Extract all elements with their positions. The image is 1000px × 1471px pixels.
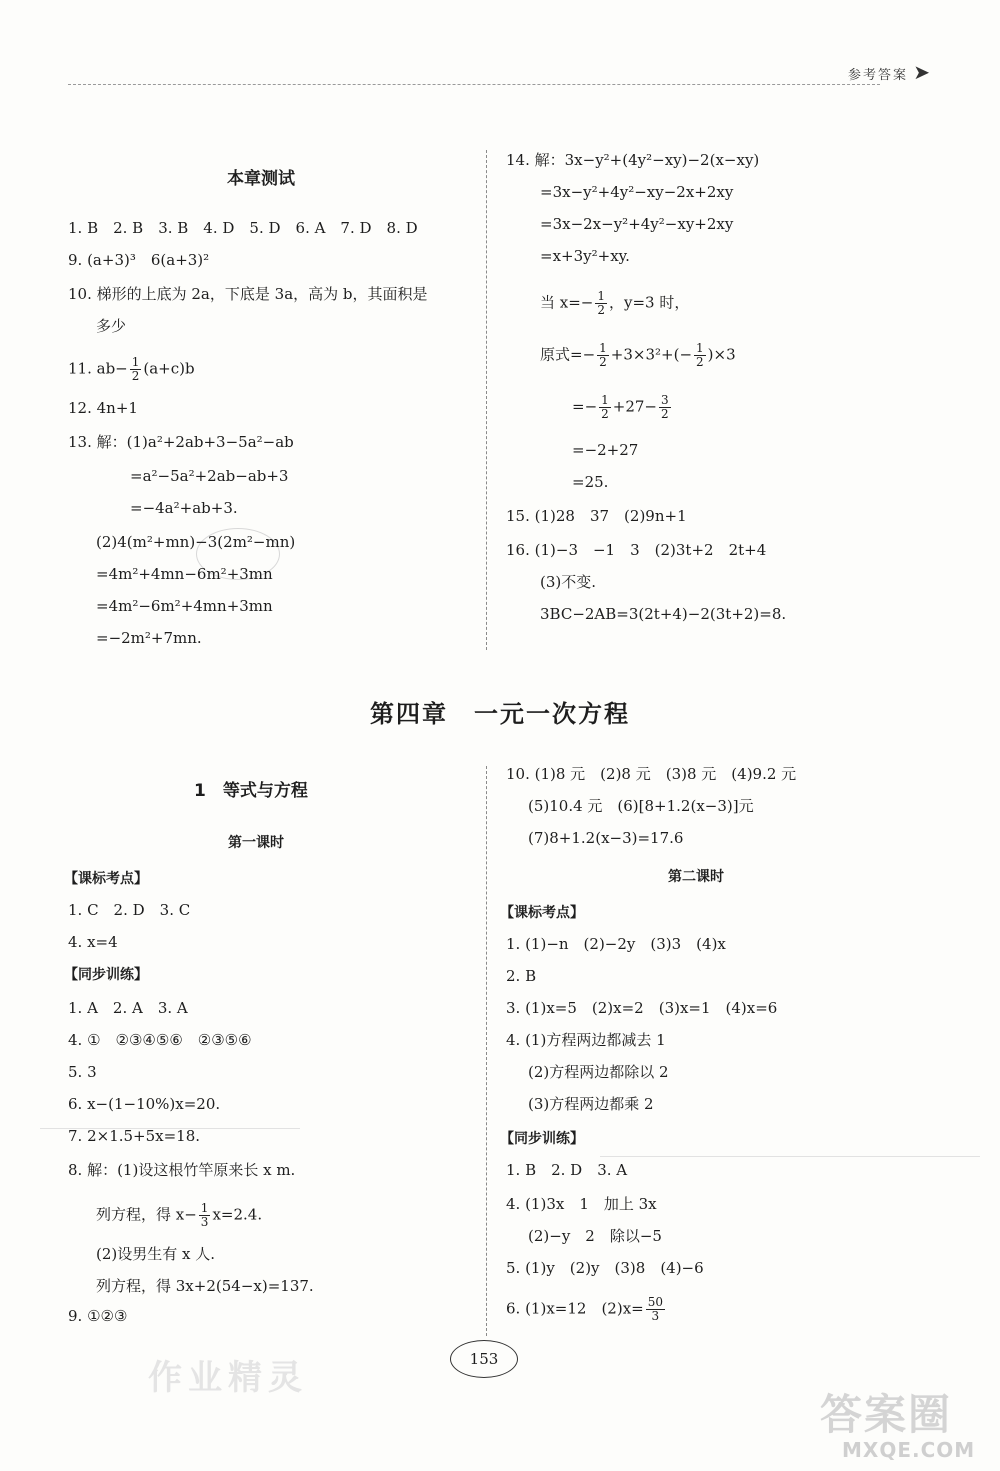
answer-line: 1. B 2. B 3. B 4. D 5. D 6. A 7. D 8. D [68,219,418,237]
section-tag-kebiao: 【课标考点】 [500,905,584,921]
fraction-numerator: 1 [599,341,607,355]
answer-line: 4. ① ②③④⑤⑥ ②③⑤⑥ [68,1031,252,1049]
answer-line: 9. ①②③ [68,1307,128,1325]
answer-line: (5)10.4 元 (6)[8+1.2(x−3)]元 [528,797,754,815]
answer-line: 3. (1)x=5 (2)x=2 (3)x=1 (4)x=6 [506,999,778,1017]
answer-line: 12. 4n+1 [68,399,138,417]
answer-line: 5. 3 [68,1063,97,1081]
answer-line: 10. 梯形的上底为 2a，下底是 3a，高为 b，其面积是 [68,285,428,303]
fraction-numerator: 1 [601,393,609,407]
answer-line: 4. (1)3x 1 加上 3x [506,1195,657,1213]
section-tag-tongbu: 【同步训练】 [64,967,148,983]
fraction [599,394,611,421]
answer-line [540,290,689,317]
answer-line: 4. (1)方程两边都减去 1 [506,1031,666,1049]
header-label: 参考答案 [847,68,908,83]
chapter-test-title: 本章测试 [227,169,295,189]
first-period-title: 第一课时 [228,835,284,851]
answer-line: 列方程，得 3x+2(54−x)=137. [96,1277,314,1295]
answer-line: 5. (1)y (2)y (3)8 (4)−6 [506,1259,704,1277]
section-tag-kebiao: 【课标考点】 [64,871,148,887]
fraction-numerator: 1 [200,1201,209,1215]
fraction-numerator: 3 [661,393,669,407]
answer-line: 多少 [96,317,127,335]
answer-line: 1. A 2. A 3. A [68,999,188,1017]
fraction-numerator: 50 [647,1295,663,1309]
answer-line: 14. 解：3x−y²+(4y²−xy)−2(x−xy) [506,151,760,169]
answer-line: (2)4(m²+mn)−3(2m²−mn) [96,533,296,551]
answer-line: 9. (a+3)³ 6(a+3)² [68,251,210,269]
watermark-url: MXQE.COM [842,1438,976,1462]
text-part: ，y=3 时， [609,293,690,312]
answer-line: =3x−2x−y²+4y²−xy+2xy [540,215,734,233]
answer-line: (7)8+1.2(x−3)=17.6 [528,829,684,847]
answer-line: =3x−y²+4y²−xy−2x+2xy [540,183,734,201]
fraction [694,342,706,369]
answer-line: (2)设男生有 x 人. [96,1245,216,1263]
fraction [199,1202,211,1229]
answer-line [68,356,195,383]
answer-line: =25. [572,473,609,491]
answer-line: 4. x=4 [68,933,118,951]
answer-line [506,1296,667,1323]
answer-line: 3BC−2AB=3(2t+4)−2(3t+2)=8. [540,605,787,623]
answer-line: 6. x−(1−10%)x=20. [68,1095,221,1113]
text-part: (− [673,345,693,364]
answer-line: =−2m²+7mn. [96,629,202,647]
fraction-denominator: 3 [200,1215,209,1229]
answer-line: 1. C 2. D 3. C [68,901,191,919]
fraction-denominator: 2 [601,407,609,421]
text-part: 列方程，得 x− [96,1205,197,1224]
answer-line [540,342,736,369]
answer-line: (3)不变. [540,573,597,591]
answer-line: 13. 解：(1)a²+2ab+3−5a²−ab [68,433,294,451]
lesson-title: 1 等式与方程 [194,781,308,801]
fraction [659,394,671,421]
text-part: 当 x=− [540,293,594,312]
answer-line: 1. (1)−n (2)−2y (3)3 (4)x [506,935,726,953]
answer-line: =4m²−6m²+4mn+3mn [96,597,273,615]
text-part: 11. ab− [68,359,128,378]
fraction-denominator: 3 [651,1309,660,1323]
answer-line: 8. 解：(1)设这根竹竿原来长 x m. [68,1161,296,1179]
answer-line: =a²−5a²+2ab−ab+3 [130,467,289,485]
text-part: )×3 [707,345,736,364]
text-part: +27− [612,397,658,416]
answer-line: =−4a²+ab+3. [130,499,238,517]
page-number: 153 [450,1340,518,1378]
fraction-numerator: 1 [597,289,606,303]
text-part: =− [572,397,598,416]
answer-line: 7. 2×1.5+5x=18. [68,1127,201,1145]
section-tag-tongbu: 【同步训练】 [500,1131,584,1147]
faint-scan-line [600,1156,980,1157]
answer-line [572,394,673,421]
watermark-logo: 答案圈 [820,1390,953,1439]
answer-line: =x+3y²+xy. [540,247,630,265]
text-part: +3×3²+ [610,345,674,364]
chapter-title: 第四章 一元一次方程 [370,700,630,728]
answer-line: 1. B 2. D 3. A [506,1161,628,1179]
fraction-denominator: 2 [597,303,606,317]
fraction-numerator: 1 [696,341,704,355]
fraction [595,290,607,317]
answer-line: (3)方程两边都乘 2 [528,1095,654,1113]
answer-line: 2. B [506,967,537,985]
answer-line: =−2+27 [572,441,639,459]
text-part: (a+c)b [143,359,195,378]
answer-line: 10. (1)8 元 (2)8 元 (3)8 元 (4)9.2 元 [506,765,797,783]
answer-line: 15. (1)28 37 (2)9n+1 [506,507,687,525]
column-divider-top [486,150,487,650]
answer-line: =4m²+4mn−6m²+3mn [96,565,273,583]
fraction [597,342,609,369]
fraction [130,356,142,383]
answer-line: 16. (1)−3 −1 3 (2)3t+2 2t+4 [506,541,767,559]
text-part: 原式=− [540,345,596,364]
fraction-denominator: 2 [696,355,704,369]
second-period-title: 第二课时 [668,869,724,885]
watermark-left: 作业精灵 [148,1358,308,1398]
text-part: x=2.4. [212,1205,263,1224]
answer-line [96,1202,262,1229]
text-part: 6. (1)x=12 (2)x= [506,1299,644,1318]
answer-line: (2)−y 2 除以−5 [528,1227,662,1245]
answer-line: (2)方程两边都除以 2 [528,1063,669,1081]
header-divider [68,84,880,85]
fraction [646,1296,665,1323]
pointer-arrow-icon: ➤ [913,60,930,84]
fraction-denominator: 2 [599,355,607,369]
fraction-denominator: 2 [661,407,669,421]
fraction-numerator: 1 [131,355,140,369]
column-divider-bottom [486,766,487,1336]
fraction-denominator: 2 [131,369,140,383]
